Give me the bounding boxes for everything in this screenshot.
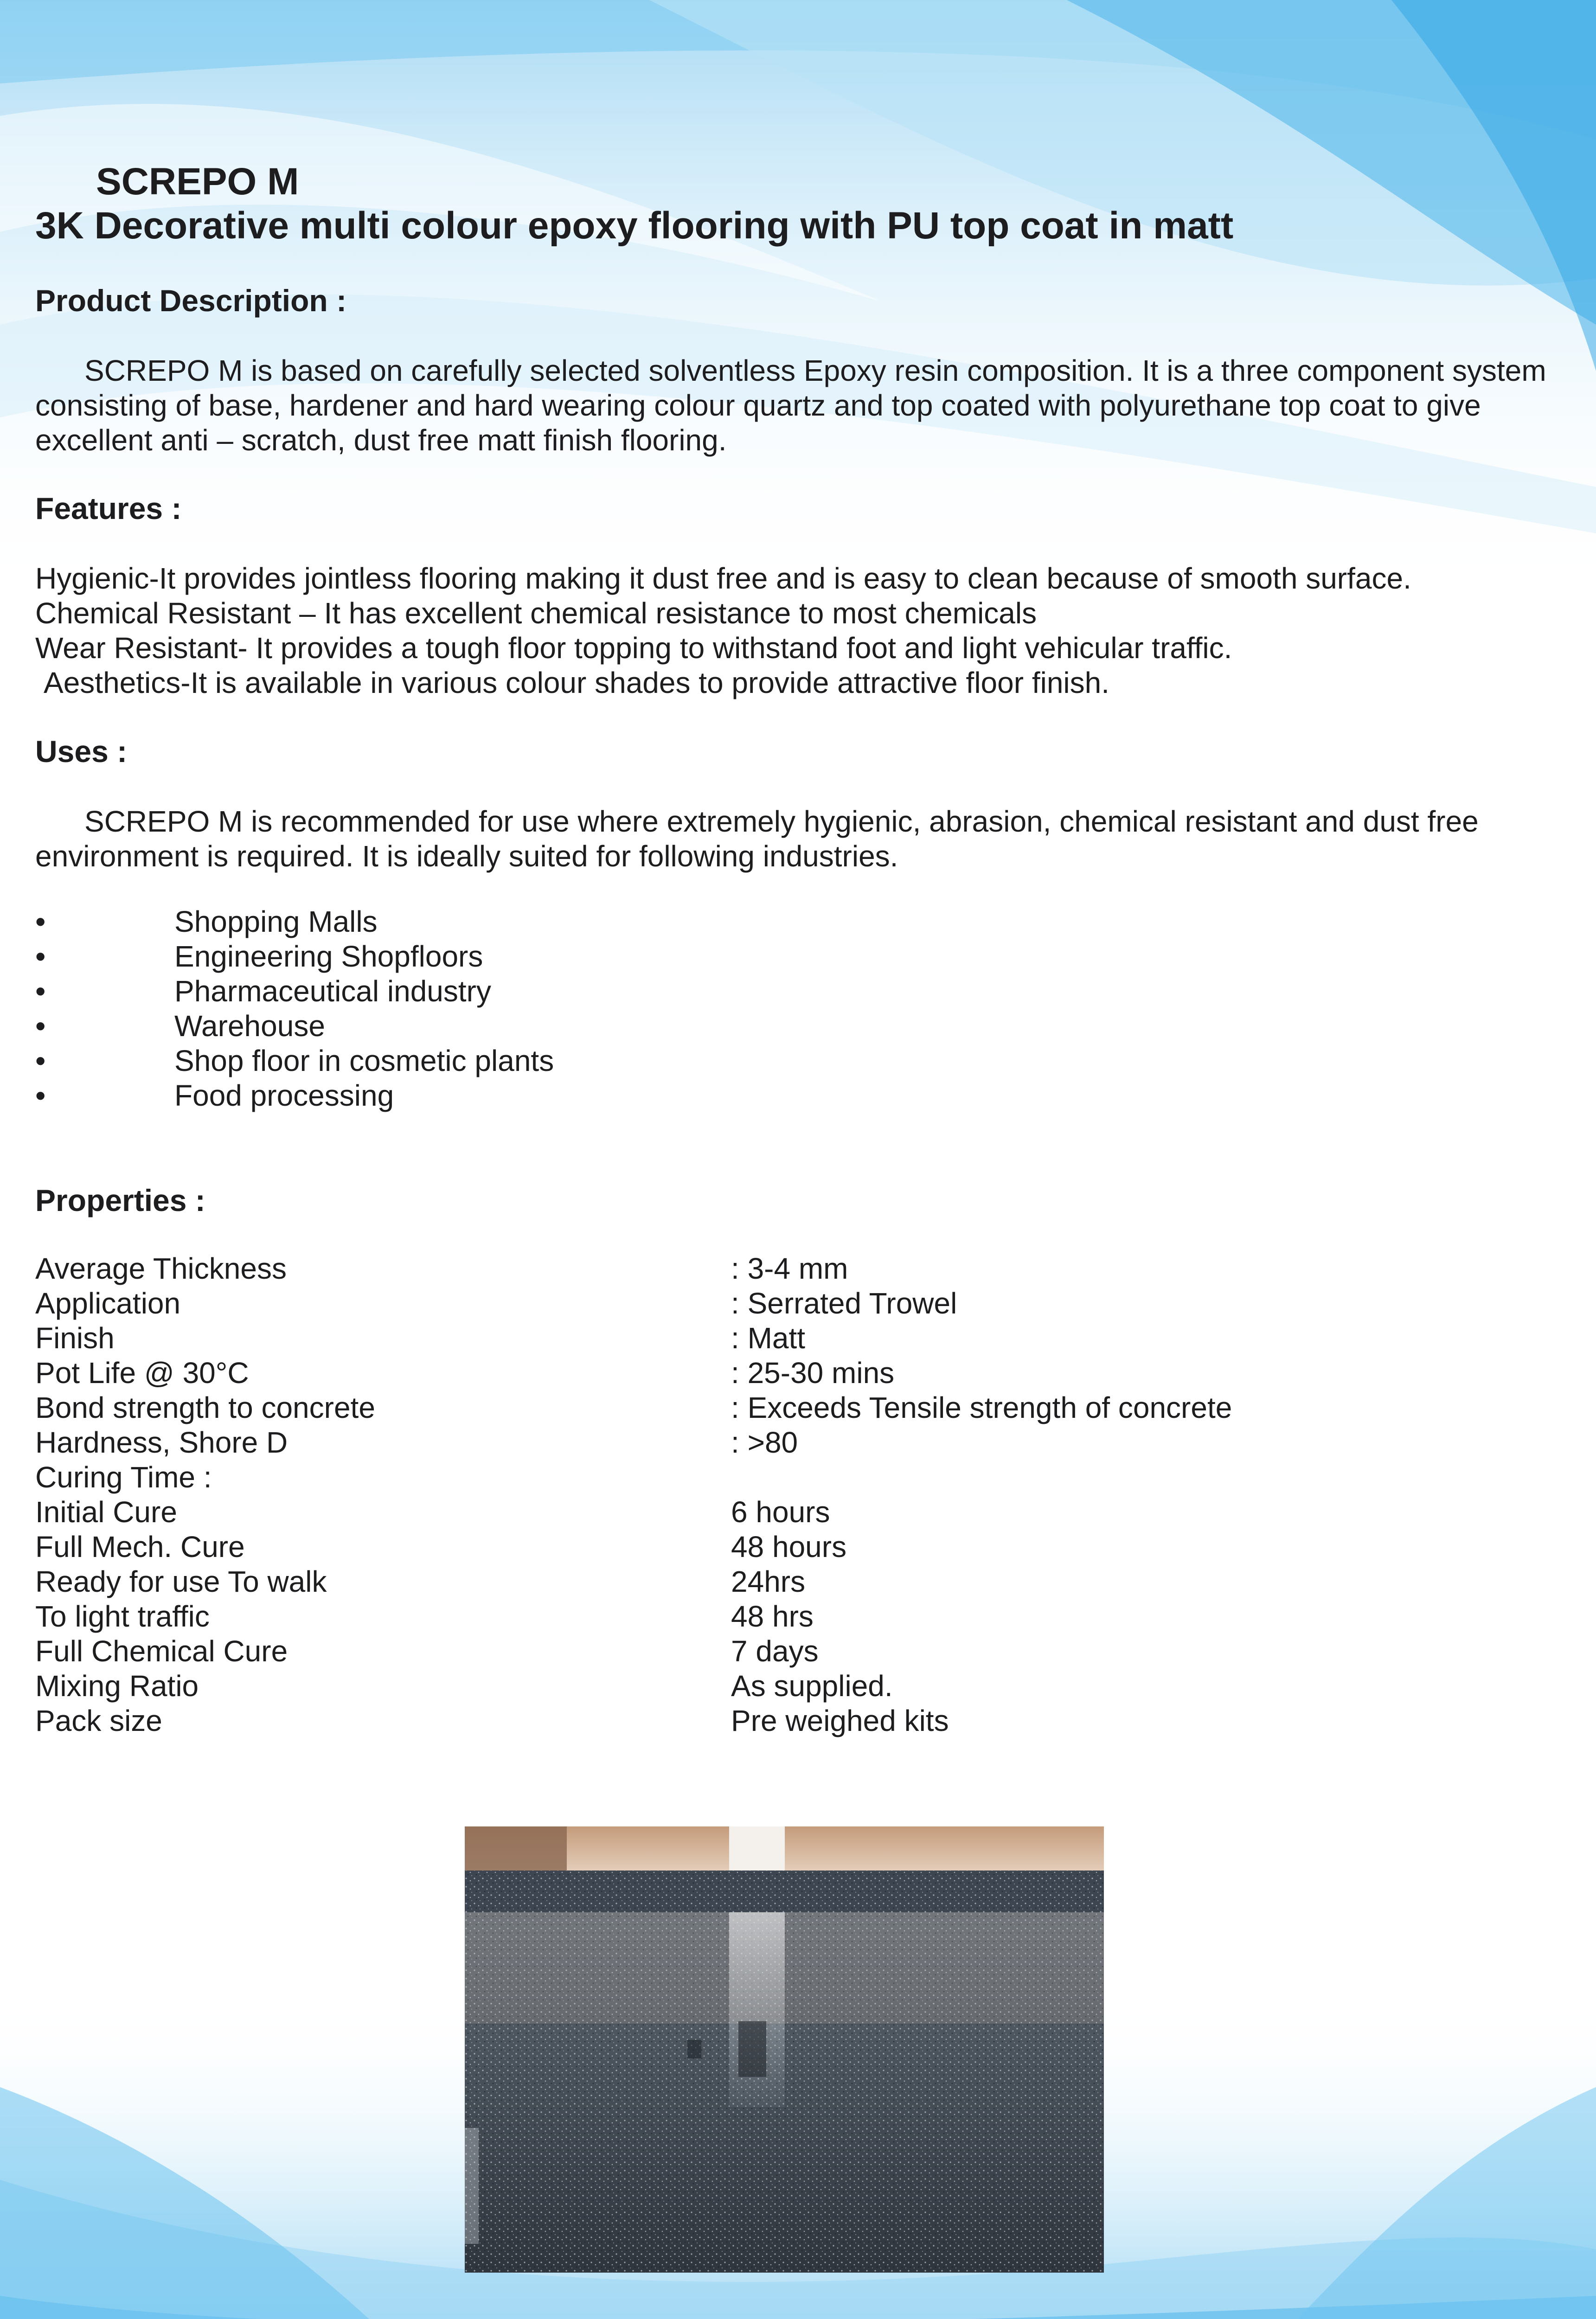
bullet-icon: • (35, 1009, 46, 1043)
property-value: : 3-4 mm (731, 1252, 848, 1285)
product-subtitle: 3K Decorative multi colour epoxy flooring with PU top coat in matt (35, 205, 1234, 247)
feature-item: Chemical Resistant – It has excellent chemical resistance to most chemicals (35, 596, 1037, 630)
bullet-icon: • (35, 1079, 46, 1112)
table-row (35, 1495, 1232, 1530)
list-item (35, 1078, 554, 1113)
table-row (35, 1321, 1232, 1356)
property-value: 6 hours (731, 1495, 830, 1529)
table-row (35, 1704, 1232, 1738)
property-value: 48 hrs (731, 1600, 814, 1633)
property-label: Full Mech. Cure (35, 1530, 245, 1563)
property-label: Curing Time : (35, 1461, 212, 1494)
properties-heading: Properties : (35, 1183, 205, 1217)
properties-table (35, 1251, 1232, 1738)
property-value: 24hrs (731, 1565, 806, 1598)
list-item (35, 1009, 554, 1044)
property-label: Full Chemical Cure (35, 1634, 288, 1668)
feature-item: Aesthetics-It is available in various colour shades to provide attractive floor finish. (44, 666, 1109, 699)
property-label: Pot Life @ 30°C (35, 1356, 249, 1390)
industry-name: Pharmaceutical industry (174, 974, 491, 1008)
features-list (35, 561, 1411, 700)
table-row (35, 1599, 1232, 1634)
property-label: Hardness, Shore D (35, 1426, 288, 1459)
property-label: To light traffic (35, 1600, 210, 1633)
property-value: : Matt (731, 1321, 806, 1355)
uses-text: SCREPO M is recommended for use where extremely hygienic, abrasion, chemical resistant and dust free environment is required. It is ideally suited for following industries. (35, 805, 1479, 873)
list-item (35, 904, 554, 939)
property-label: Pack size (35, 1704, 162, 1737)
uses-heading: Uses : (35, 734, 128, 769)
industries-list (35, 904, 554, 1113)
list-item (35, 1044, 554, 1078)
property-value: 7 days (731, 1634, 819, 1668)
table-row (35, 1356, 1232, 1390)
features-heading: Features : (35, 491, 182, 525)
property-value: : Serrated Trowel (731, 1287, 957, 1320)
industry-name: Warehouse (174, 1009, 325, 1043)
property-label: Initial Cure (35, 1495, 177, 1529)
property-label: Average Thickness (35, 1252, 287, 1285)
property-value: Pre weighed kits (731, 1704, 949, 1737)
industry-name: Engineering Shopfloors (174, 940, 483, 973)
bullet-icon: • (35, 905, 46, 938)
industry-name: Shop floor in cosmetic plants (174, 1044, 554, 1077)
feature-item: Hygienic-It provides jointless flooring making it dust free and is easy to clean because of smooth surface. (35, 562, 1411, 595)
table-row (35, 1425, 1232, 1460)
table-row (35, 1669, 1232, 1704)
property-label: Bond strength to concrete (35, 1391, 375, 1424)
feature-item: Wear Resistant- It provides a tough floor topping to withstand foot and light vehicular traffic. (35, 631, 1232, 665)
property-value: : Exceeds Tensile strength of concrete (731, 1391, 1232, 1424)
bullet-icon: • (35, 974, 46, 1008)
property-value: As supplied. (731, 1669, 893, 1703)
description-heading: Product Description : (35, 283, 347, 318)
product-name: SCREPO M (96, 160, 299, 203)
property-value: : 25-30 mins (731, 1356, 895, 1390)
table-row (35, 1530, 1232, 1564)
table-row (35, 1564, 1232, 1599)
property-label: Ready for use To walk (35, 1565, 327, 1598)
bullet-icon: • (35, 1044, 46, 1077)
property-value: : >80 (731, 1426, 798, 1459)
list-item (35, 974, 554, 1009)
bullet-icon: • (35, 940, 46, 973)
table-row (35, 1251, 1232, 1286)
table-row (35, 1460, 1232, 1495)
industry-name: Food processing (174, 1079, 394, 1112)
industry-name: Shopping Malls (174, 905, 378, 938)
table-row (35, 1390, 1232, 1425)
list-item (35, 939, 554, 974)
property-value: 48 hours (731, 1530, 847, 1563)
table-row (35, 1634, 1232, 1669)
table-row (35, 1286, 1232, 1321)
property-label: Finish (35, 1321, 115, 1355)
description-text: SCREPO M is based on carefully selected solventless Epoxy resin composition. It is a three component system consisting of base, hardener and hard wearing colour quartz and top coated with polyurethane top coat to give excellent anti – scratch, dust free matt finish flooring. (35, 354, 1546, 457)
property-label: Mixing Ratio (35, 1669, 199, 1703)
property-label: Application (35, 1287, 181, 1320)
epoxy-floor-photo (465, 1826, 1104, 2273)
